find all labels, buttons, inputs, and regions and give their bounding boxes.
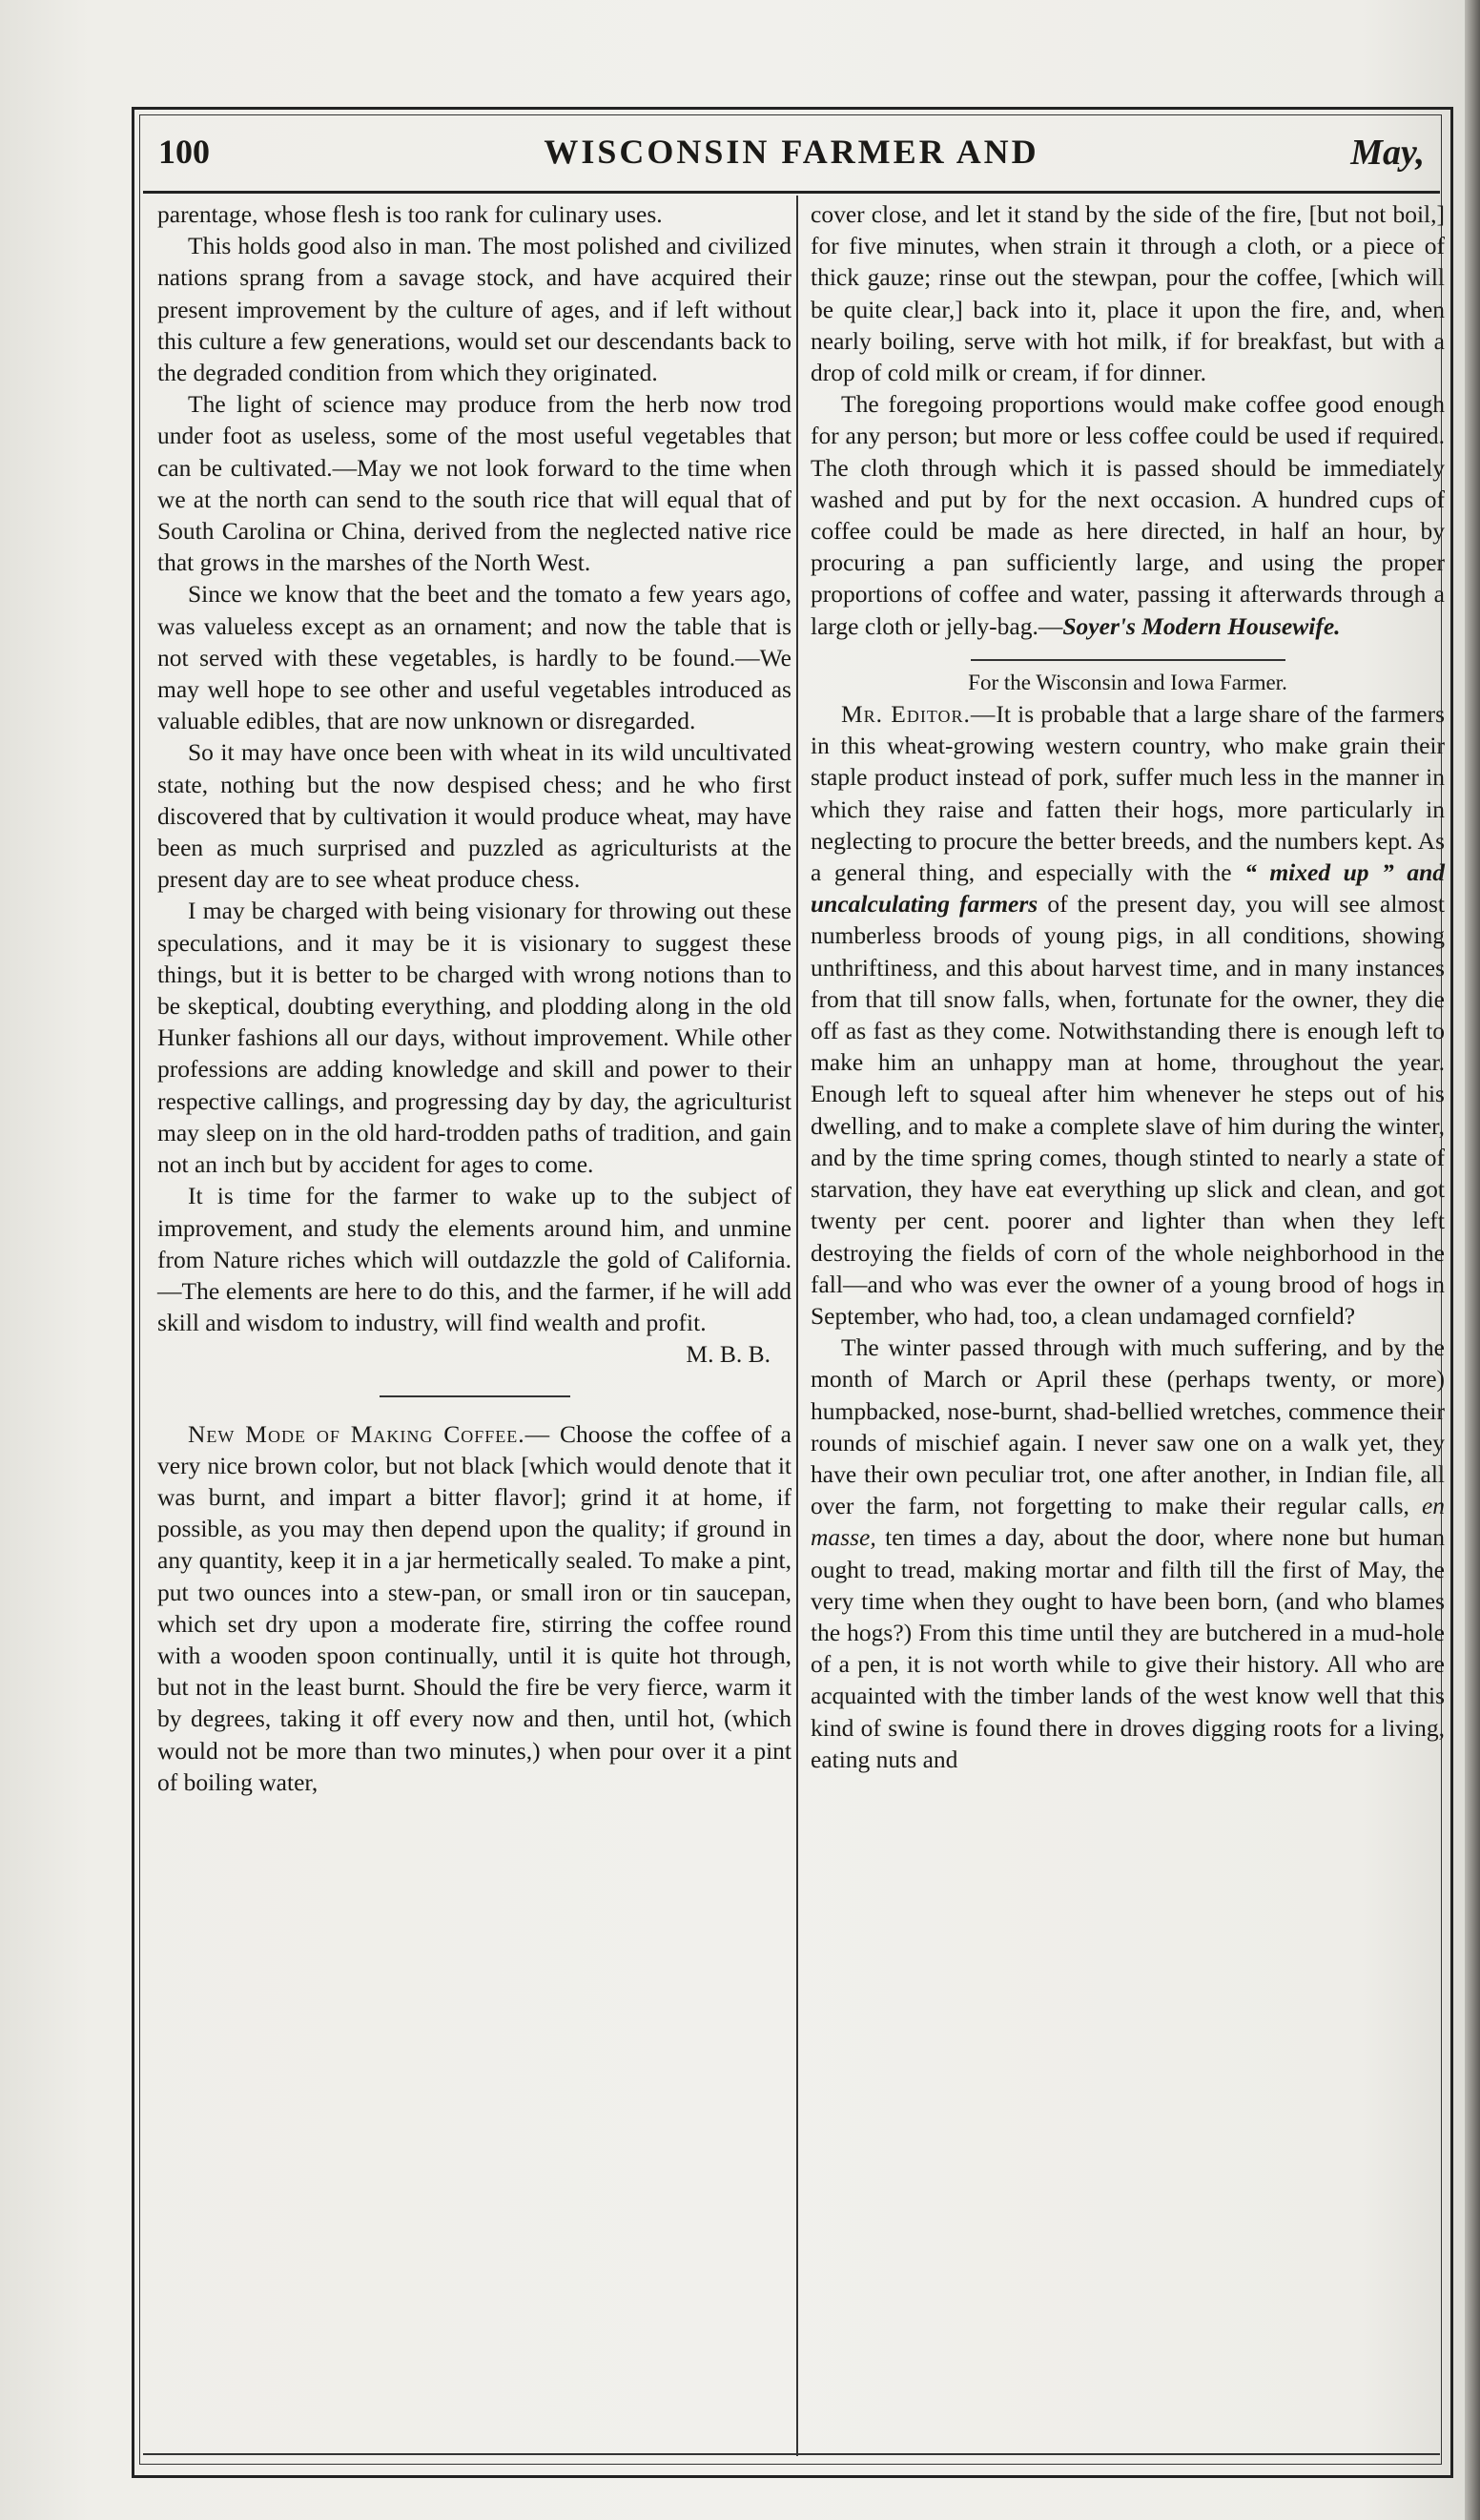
paragraph xyxy=(157,1180,791,1369)
paragraph-text: The winter passed through with much suffering, and by the month of March or April these (perhaps twenty, or more) humpbacked, nose-burnt, shad-bellied wretches, commence their rounds of mischief again. I never saw one on a walk yet, they have their own peculiar trot, one after another, in Indian file, all over the farm, not forgetting to make their regular calls, xyxy=(811,1333,1445,1520)
right-column xyxy=(811,198,1445,1775)
author-signature: M. B. B. xyxy=(686,1340,771,1369)
paragraph-text: It is time for the farmer to wake up to the subject of improvement, and study the elements around him, and unmine from Nature riches which will outdazzle the gold of California.—The elements are here to do this, and the farmer, if he will add skill and wisdom to industry, will find wealth and profit. xyxy=(157,1182,791,1337)
header-rule xyxy=(143,191,1440,194)
paragraph: parentage, whose flesh is too rank for culinary uses. xyxy=(157,200,663,228)
paragraph xyxy=(811,388,1445,642)
paragraph: This holds good also in man. The most polished and civilized nations sprang from a savage stock, and have acquired their present improvement by the culture of ages, and if left without this culture a few generations, would set our descendants back to the degraded condition from which they originated. xyxy=(157,232,791,387)
article-heading: New Mode of Making Coffee.— xyxy=(188,1419,551,1448)
issue-month: May, xyxy=(1350,133,1425,173)
paragraph: I may be charged with being visionary for throwing out these speculations, and it may be it is visionary to suggest these things, but it is better to be charged with wrong notions than to be skeptical, doubting everything, and plodding along in the old Hunker fashions all our days, without improvement. While other professions are adding knowledge and skill and power to their respective callings, and progressing day by day, the agriculturist may sleep on in the old hard-trodden paths of tradition, and gain not an inch but by accident for ages to come. xyxy=(157,897,791,1179)
left-column xyxy=(157,198,791,1798)
coffee-article xyxy=(157,1418,791,1798)
running-header xyxy=(153,124,1430,181)
article-separator xyxy=(380,1395,570,1397)
paragraph xyxy=(811,1332,1445,1775)
paragraph xyxy=(811,698,1445,1332)
paragraph: So it may have once been with wheat in its wild uncultivated state, nothing but the now despised chess; and he who first discovered that by cultivation it would produce wheat, may have been as much surprised and puzzled as agriculturists at the present day are to see wheat produce chess. xyxy=(157,738,791,894)
journal-title: WISCONSIN FARMER AND xyxy=(544,133,1039,171)
editor-salutation: Mr. Editor.— xyxy=(841,700,997,729)
paragraph-text: It is probable that a large share of the farmers in this wheat-growing western country, who make grain their staple product instead of pork, suffer much less in the manner in which they raise and fatten their hogs, more particularly in neglecting to procure the better breeds, and the numbers kept. As a general thing, and especially with the xyxy=(811,700,1445,887)
paragraph: Since we know that the beet and the tomato a few years ago, was valueless except as an ornament; and now the table that is not served with these vegetables, is hardly to be found.—We may well hope to see other and useful vegetables introduced as valuable edibles, that are now unknown or disregarded. xyxy=(157,580,791,735)
page-number: 100 xyxy=(158,133,210,171)
paragraph-text: ten times a day, about the door, where none but human ought to tread, making mortar and filth till the first of May, the very time when they ought to have been born, (and who blames the hogs?) From this time until they are butchered in a mud-hole of a pen, it is not worth while to give their history. All who are acquainted with the timber lands of the west know well that this kind of swine is found there in droves digging roots for a living, eating nuts and xyxy=(811,1523,1445,1773)
column-divider xyxy=(796,196,798,2456)
italic-phrase: en masse, xyxy=(811,1492,1446,1552)
article-credit: For the Wisconsin and Iowa Farmer. xyxy=(968,670,1287,694)
binding-edge xyxy=(1465,0,1480,2520)
bottom-rule xyxy=(143,2453,1440,2455)
paragraph-text: of the present day, you will see almost numberless broods of young pigs, in all conditions, showing unthriftiness, and this about harvest time, and in many instances from that till snow falls, when, fortunate for the owner, they die off as fast as they come. Notwithstanding there is enough left to make him an unhappy man at home, throughout the year. Enough left to squeal after him whenever he steps out of his dwelling, and to make a complete slave of him during the winter, and by the time spring comes, though stinted to nearly a state of starvation, they have eat everything up slick and clean, and got twenty per cent. poorer and lighter than when they left destroying the fields of corn of the whole neighborhood in the fall—and who was ever the owner of a young brood of hogs in September, who had, too, a clean undamaged cornfield? xyxy=(811,890,1445,1330)
italic-phrase: “ mixed up ” and uncalculating farmers xyxy=(811,858,1445,919)
paragraph-text: The foregoing proportions would make coffee good enough for any person; but more or less coffee could be used if required. The cloth through which it is passed should be immediately washed and put by for the next occasion. A hundred cups of coffee could be made as here directed, in half an hour, by procuring a pan sufficiently large, and using the proper proportions of coffee and water, passing it afterwards through a large cloth or jelly-bag.— xyxy=(811,390,1445,640)
source-citation: Soyer's Modern Housewife. xyxy=(1062,611,1341,640)
article-body: Choose the coffee of a very nice brown color, but not black [which would denote that it was burnt, and impart a bitter flavor]; grind it at home, if possible, as you may then depend upon the quality; if ground in any quantity, keep it in a jar hermetically sealed. To make a pint, put two ounces into a stew-pan, or small iron or tin saucepan, which set dry upon a moderate fire, stirring the coffee round with a wooden spoon continually, until it is quite hot through, but not in the least burnt. Should the fire be very fierce, warm it by degrees, taking it off every now and then, until hot, (which would not be more than two minutes,) when pour over it a pint of boiling water, xyxy=(157,1419,792,1796)
paragraph: cover close, and let it stand by the side of the fire, [but not boil,] for five minutes, when strain it through a cloth, or a piece of thick gauze; rinse out the stewpan, pour the coffee, [which will be quite clear,] back into it, place it upon the fire, and, when nearly boiling, serve with hot milk, if for breakfast, but with a drop of cold milk or cream, if for dinner. xyxy=(811,200,1445,387)
paragraph: The light of science may produce from the herb now trod under foot as useless, some of the most useful vegetables that can be cultivated.—May we not look forward to the time when we at the north can send to the south rice that will equal that of South Carolina or China, derived from the neglected native rice that grows in the marshes of the North West. xyxy=(157,390,791,577)
article-separator xyxy=(971,659,1285,661)
